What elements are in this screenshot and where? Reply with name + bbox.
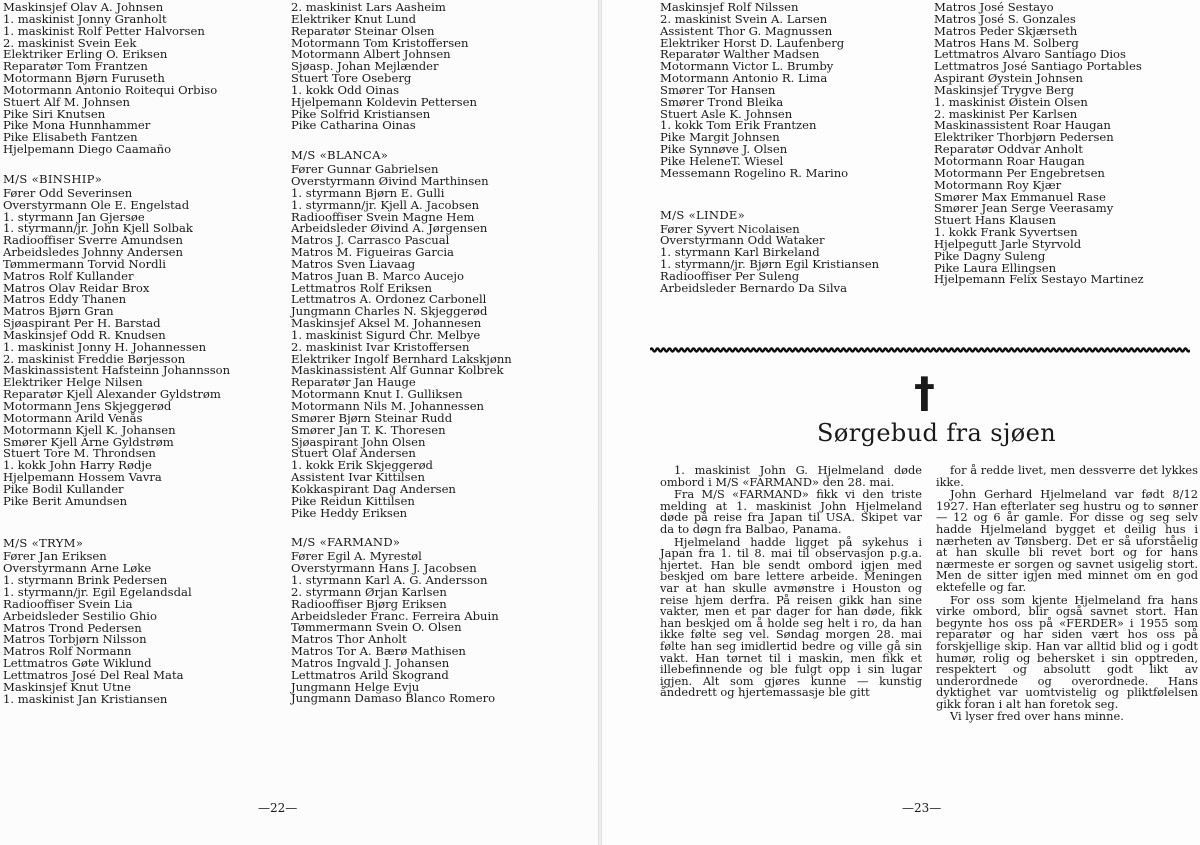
crew-member: Aspirant Øystein Johnsen: [934, 71, 1083, 86]
crew-member: Messemann Rogelino R. Marino: [660, 165, 849, 180]
crew-member: Matros Thor Anholt: [291, 632, 407, 647]
crew-member: Maskinsjef Olav A. Johnsen: [3, 0, 164, 14]
spacer: [3, 156, 230, 168]
crew-member: Pike Mona Hunnhammer: [3, 118, 151, 133]
crew-member: Reparatør Kjell Alexander Gyldstrøm: [3, 387, 221, 402]
crew-member: Pike Berit Amundsen: [3, 493, 128, 508]
crew-member: Matros Bjørn Gran: [3, 304, 114, 319]
crew-member: Motormann Tom Kristoffersen: [291, 35, 469, 50]
crew-member: 1. styrmann Karl A. G. Andersson: [291, 572, 488, 587]
crew-member: Jungmann Charles N. Skjeggerød: [291, 304, 488, 319]
crew-member: Stuert Asle K. Johnsen: [660, 106, 793, 121]
crew-member: 2. maskinist Svein Eek: [3, 35, 137, 50]
crew-member: Stuert Alf M. Johnsen: [3, 94, 130, 109]
crew-member: 1. styrmann/jr. John Kjell Solbak: [3, 221, 193, 236]
crew-member: Pike Dagny Suleng: [934, 248, 1046, 263]
crew-member: 1. styrmann Bjørn E. Gulli: [291, 185, 445, 200]
crew-member: Arbeidsleder Øivind A. Jørgensen: [291, 221, 488, 236]
crew-member: Maskinassistent Hafsteinn Johannsson: [3, 363, 231, 378]
crew-member: Sjøaspirant Per H. Barstad: [3, 316, 161, 331]
crew-member: 1. styrmann Jan Gjersøe: [3, 209, 145, 224]
spacer: [291, 132, 512, 144]
crew-member: Matros Rolf Normann: [3, 644, 132, 659]
crew-member: Motormann Roar Haugan: [934, 153, 1085, 168]
crew-member: Matros Peder Skjærseth: [934, 23, 1078, 38]
crew-member: 1. styrmann Karl Birkeland: [660, 245, 820, 260]
crew-member: Motormann Victor L. Brumby: [660, 59, 834, 74]
crew-member: 1. kokk Frank Syvertsen: [934, 225, 1078, 240]
crew-member: Pike Heddy Eriksen: [291, 505, 408, 520]
crew-member: 1. maskinist Sigurd Chr. Melbye: [291, 327, 481, 342]
crew-member: Lettmatros José Santiago Portables: [934, 59, 1142, 74]
crew-member: Pike Elisabeth Fantzen: [3, 130, 138, 145]
obituary-text-column-2: [936, 465, 1198, 723]
crew-member: Kokkaspirant Dag Andersen: [291, 481, 456, 496]
crew-member: Matros José Sestayo: [934, 0, 1054, 14]
crew-member: Sjøasp. Johan Mejlænder: [291, 59, 439, 74]
crew-member: Matros Olav Reidar Brox: [3, 280, 150, 295]
crew-member: Matros Eddy Thanen: [3, 292, 127, 307]
crew-member: Reparatør Tom Frantzen: [3, 59, 148, 74]
crew-member: Elektriker Thorbjørn Pedersen: [934, 130, 1114, 145]
crew-member: Overstyrmann Øivind Marthinsen: [291, 173, 489, 188]
crew-member: Jungmann Damaso Blanco Romero: [291, 691, 496, 706]
crew-member: Motormann Antonio R. Lima: [660, 71, 828, 86]
crew-member: Matros José S. Gonzales: [934, 11, 1076, 26]
crew-member: Pike Bodil Kullander: [3, 481, 124, 496]
crew-list-column-3: [660, 2, 879, 295]
crew-member: 2. maskinist Svein A. Larsen: [660, 11, 828, 26]
obituary-paragraph: John Gerhard Hjelmeland var født 8/12 1927. Han efterlater seg hustru og to sønner — 12 og 6 år gamle. For disse og seg selv hadde Hjelmeland bygget et deilig hus i nærheten av Tønsberg. Det er så uforståelig at han skulle bli revet bort og for hans nærmeste er sorgen og savnet usigelig stort. Men de sitter igjen med minnet om en god ektefelle og far.: [936, 487, 1198, 594]
crew-member: Pike Margit Johnsen: [660, 130, 780, 145]
left-page: [0, 0, 598, 845]
crew-member: Hjelpemann Diego Caamaño: [3, 142, 172, 157]
crew-member: Motormann Bjørn Furuseth: [3, 71, 165, 86]
obituary-paragraph: 1. maskinist John G. Hjelmeland døde ombord i M/S «FARMAND» den 28. mai.: [660, 463, 922, 489]
crew-member: Smører Bjørn Steinar Rudd: [291, 410, 453, 425]
crew-member: Smører Trond Bleika: [660, 94, 784, 109]
crew-member: Matros Torbjørn Nilsson: [3, 632, 147, 647]
crew-member: 2. maskinist Per Karlsen: [934, 106, 1078, 121]
crew-member: 1. maskinist Jonny Granholt: [3, 11, 167, 26]
crew-member: 1. kokk Erik Skjeggerød: [291, 458, 433, 473]
crew-list-column-1: [3, 2, 230, 705]
crew-member: Reparatør Steinar Olsen: [291, 23, 435, 38]
crew-member: Motormann Antonio Roitequi Orbiso: [3, 82, 218, 97]
obituary-paragraph: Vi lyser fred over hans minne.: [950, 709, 1124, 724]
crew-member: 2. maskinist Ivar Kristoffersen: [291, 339, 470, 354]
crew-member: Matros Sven Liavaag: [291, 256, 416, 271]
crew-member: Fører Jan Eriksen: [3, 549, 107, 564]
crew-member: Reparatør Oddvar Anholt: [934, 142, 1083, 157]
crew-member: 1. maskinist Jan Kristiansen: [3, 691, 168, 706]
crew-member: Maskinsjef Odd R. Knudsen: [3, 327, 166, 342]
crew-member: Radiooffiser Svein Lia: [3, 596, 133, 611]
crew-member: Maskinsjef Knut Utne: [3, 679, 132, 694]
crew-member: 1. kokk John Harry Rødje: [3, 458, 152, 473]
crew-member: Motormann Roy Kjær: [934, 177, 1062, 192]
crew-member: Assistent Thor G. Magnussen: [660, 23, 833, 38]
ship-heading: M/S «FARMAND»: [291, 535, 401, 550]
crew-list-column-4: [934, 2, 1144, 286]
crew-member: Maskinassistent Roar Haugan: [934, 118, 1111, 133]
crew-member: Radiooffiser Svein Magne Hem: [291, 209, 475, 224]
obituary-paragraph: For oss som kjente Hjelmeland fra hans virke ombord, blir også savnet stort. Han begynte hos oss på «FERDER» i 1955 som reparatør og har siden vært hos oss på forskjellige skip. Han var alltid blid og i godt humør, rolig og behersket i sin opptreden, respektert og absolutt godt likt av underordnede og overordnede. Hans dyktighet var uomtvistelig og pliktfølelsen gikk foran i alt han foretok seg.: [936, 592, 1198, 711]
crew-member: Lettmatros Rolf Eriksen: [291, 280, 433, 295]
crew-member: Radiooffiser Sverre Amundsen: [3, 233, 183, 248]
crew-member: Maskinsjef Trygve Berg: [934, 82, 1075, 97]
crew-member: Matros Hans M. Solberg: [934, 35, 1079, 50]
crew-member: Sjøaspirant John Olsen: [291, 434, 426, 449]
crew-list-column-2: [291, 2, 512, 705]
crew-member: Jungmann Helge Evju: [291, 679, 420, 694]
crew-member: 2. maskinist Freddie Børjesson: [3, 351, 186, 366]
crew-member: Matros M. Figueiras Garcia: [291, 245, 454, 260]
crew-member: Tømmermann Torvid Nordli: [3, 256, 166, 271]
crew-member: Reparatør Walther Madsen: [660, 47, 820, 62]
crew-member: Tømmermann Svein O. Olsen: [291, 620, 462, 635]
crew-member: 1. kokk Tom Erik Frantzen: [660, 118, 817, 133]
crew-member: 1. maskinist Øistein Olsen: [934, 94, 1088, 109]
crew-member: Smører Jean Serge Veerasamy: [934, 201, 1114, 216]
crew-member: Elektriker Helge Nilsen: [3, 375, 143, 390]
crew-member: Overstyrmann Arne Løke: [3, 561, 152, 576]
crew-member: Matros J. Carrasco Pascual: [291, 233, 450, 248]
crew-member: Stuert Olaf Andersen: [291, 446, 416, 461]
crew-member: Lettmatros A. Ordonez Carbonell: [291, 292, 487, 307]
obituary-text-column-1: [660, 465, 922, 699]
crew-member: Smører Kjell Arne Gyldstrøm: [3, 434, 174, 449]
crew-member: Radiooffiser Per Suleng: [660, 268, 800, 283]
spacer: [3, 508, 230, 532]
crew-member: Lettmatros Gøte Wiklund: [3, 656, 152, 671]
crew-member: Maskinsjef Rolf Nilssen: [660, 0, 799, 14]
crew-member: Motormann Arild Venås: [3, 410, 143, 425]
crew-member: 1. kokk Odd Oinas: [291, 82, 400, 97]
crew-member: Pike Laura Ellingsen: [934, 260, 1057, 275]
crew-member: Motormann Nils M. Johannessen: [291, 399, 485, 413]
crew-member: 2. maskinist Lars Aasheim: [291, 0, 446, 14]
crew-member: Stuert Tore Oseberg: [291, 71, 412, 86]
crew-member: 1. styrmann/jr. Kjell A. Jacobsen: [291, 197, 480, 212]
crew-member: Motormann Kjell K. Johansen: [3, 422, 176, 437]
crew-member: Elektriker Erling O. Eriksen: [3, 47, 168, 62]
crew-member: Radiooffiser Bjørg Eriksen: [291, 596, 447, 611]
crew-member: Motormann Per Engebretsen: [934, 165, 1105, 180]
crew-member: Hjelpemann Felix Sestayo Martinez: [934, 272, 1144, 287]
crew-member: Fører Egil A. Myrestøl: [291, 549, 422, 564]
crew-member: Arbeidsledes Johnny Andersen: [3, 245, 183, 260]
crew-member: Matros Rolf Kullander: [3, 268, 134, 283]
crew-member: Smører Tor Hansen: [660, 82, 776, 97]
ship-heading: M/S «TRYM»: [3, 535, 84, 550]
obituary-paragraph: for å redde livet, men dessverre det lykkes ikke.: [936, 463, 1198, 489]
crew-member: Overstyrmann Ole E. Engelstad: [3, 197, 190, 212]
wavy-divider: [650, 347, 1190, 353]
crew-member: Fører Odd Severinsen: [3, 185, 133, 200]
crew-member: Matros Trond Pedersen: [3, 620, 142, 635]
crew-member: Arbeidsleder Sestilio Ghio: [3, 608, 157, 623]
crew-member: Overstyrmann Odd Wataker: [660, 233, 825, 248]
crew-member: 1. maskinist Jonny H. Johannessen: [3, 339, 207, 354]
crew-member: 1. maskinist Rolf Petter Halvorsen: [3, 23, 205, 38]
page-number-left: —22—: [258, 801, 298, 815]
crew-member: Motormann Jens Skjeggerød: [3, 399, 172, 413]
crew-member: Smører Jan T. K. Thoresen: [291, 422, 446, 437]
spacer: [291, 519, 512, 531]
crew-member: Pike Reidun Kittilsen: [291, 493, 415, 508]
crew-member: Elektriker Ingolf Bernhard Lakskjønn: [291, 351, 512, 366]
ship-heading: M/S «BINSHIP»: [3, 171, 103, 186]
crew-member: Assistent Ivar Kittilsen: [291, 470, 425, 485]
crew-member: Pike Siri Knutsen: [3, 106, 106, 121]
crew-member: Pike Solfrid Kristiansen: [291, 106, 431, 121]
crew-member: Arbeidsleder Franc. Ferreira Abuin: [291, 608, 499, 623]
cross-icon: †: [914, 368, 935, 417]
crew-member: Motormann Knut I. Gulliksen: [291, 387, 463, 402]
crew-member: Matros Juan B. Marco Aucejo: [291, 268, 464, 283]
crew-member: Lettmatros José Del Real Mata: [3, 667, 184, 682]
spacer: [660, 180, 879, 204]
ship-heading: M/S «BLANCA»: [291, 148, 389, 163]
crew-member: 2. styrmann Ørjan Karlsen: [291, 584, 447, 599]
crew-member: Matros Tor A. Bærø Mathisen: [291, 644, 466, 659]
obituary-paragraph: Hjelmeland hadde ligget på sykehus i Japan fra 1. til 8. mai til observasjon p.g.a. hjertet. Han ble sendt ombord igjen med beskjed om bare lettere arbeide. Meningen var at han skulle avmønstre i Houston og reise hjem derfra. På reisen gikk han sine vakter, men et par dager for han døde, fikk han beskjed om å holde seg helt i ro, da han ikke følte seg vel. Søndag morgen 28. mai følte han seg imidlertid bedre og ville gå sin vakt. Han tørnet til i maskin, men fikk et illebefinnende og ble fulgt opp i sin lugar igjen. Alt som gjøres kunne — kunstig åndedrett og hjertemassasje ble gitt: [660, 534, 922, 700]
crew-member: Pike Synnøve J. Olsen: [660, 142, 788, 157]
crew-member: Maskinsjef Aksel M. Johannesen: [291, 316, 482, 331]
crew-member: Fører Gunnar Gabrielsen: [291, 162, 439, 177]
crew-member: Smører Max Emmanuel Rase: [934, 189, 1106, 204]
obituary-title: Sørgebud fra sjøen: [817, 419, 1057, 447]
crew-member: Stuert Hans Klausen: [934, 213, 1056, 228]
crew-member: Matros Ingvald J. Johansen: [291, 655, 450, 670]
page-number-right: —23—: [902, 801, 942, 815]
crew-member: 1. styrmann/jr. Egil Egelandsdal: [3, 584, 192, 599]
ship-heading: M/S «LINDE»: [660, 207, 746, 222]
crew-member: Stuert Tore M. Throndsen: [3, 446, 156, 461]
right-page: [602, 0, 1200, 845]
crew-member: Lettmatros Alvaro Santiago Dios: [934, 47, 1126, 62]
crew-member: Reparatør Jan Hauge: [291, 375, 416, 390]
crew-member: Pike Catharina Oinas: [291, 118, 416, 133]
crew-member: Overstyrmann Hans J. Jacobsen: [291, 561, 477, 576]
crew-member: Hjelpemann Hossem Vavra: [3, 470, 162, 485]
crew-member: Hjelpemann Koldevin Pettersen: [291, 94, 477, 109]
crew-member: Elektriker Horst D. Laufenberg: [660, 35, 845, 50]
crew-member: 1. styrmann/jr. Bjørn Egil Kristiansen: [660, 257, 880, 272]
crew-member: Hjelpegutt Jarle Styrvold: [934, 236, 1082, 251]
crew-member: Lettmatros Arild Skogrand: [291, 667, 449, 682]
crew-member: Motormann Albert Johnsen: [291, 47, 451, 62]
crew-member: 1. styrmann Brink Pedersen: [3, 573, 168, 588]
crew-member: Maskinassistent Alf Gunnar Kolbrek: [291, 363, 504, 378]
obituary-paragraph: Fra M/S «FARMAND» fikk vi den triste melding at 1. maskinist John Hjelmeland døde på reise fra Japan til USA. Skipet var da to døgn fra Balbao, Panama.: [660, 487, 922, 536]
crew-member: Fører Syvert Nicolaisen: [660, 221, 800, 236]
crew-member: Pike HeleneT. Wiesel: [660, 153, 784, 168]
crew-member: Arbeidsleder Bernardo Da Silva: [660, 280, 848, 295]
crew-member: Elektriker Knut Lund: [291, 11, 417, 26]
